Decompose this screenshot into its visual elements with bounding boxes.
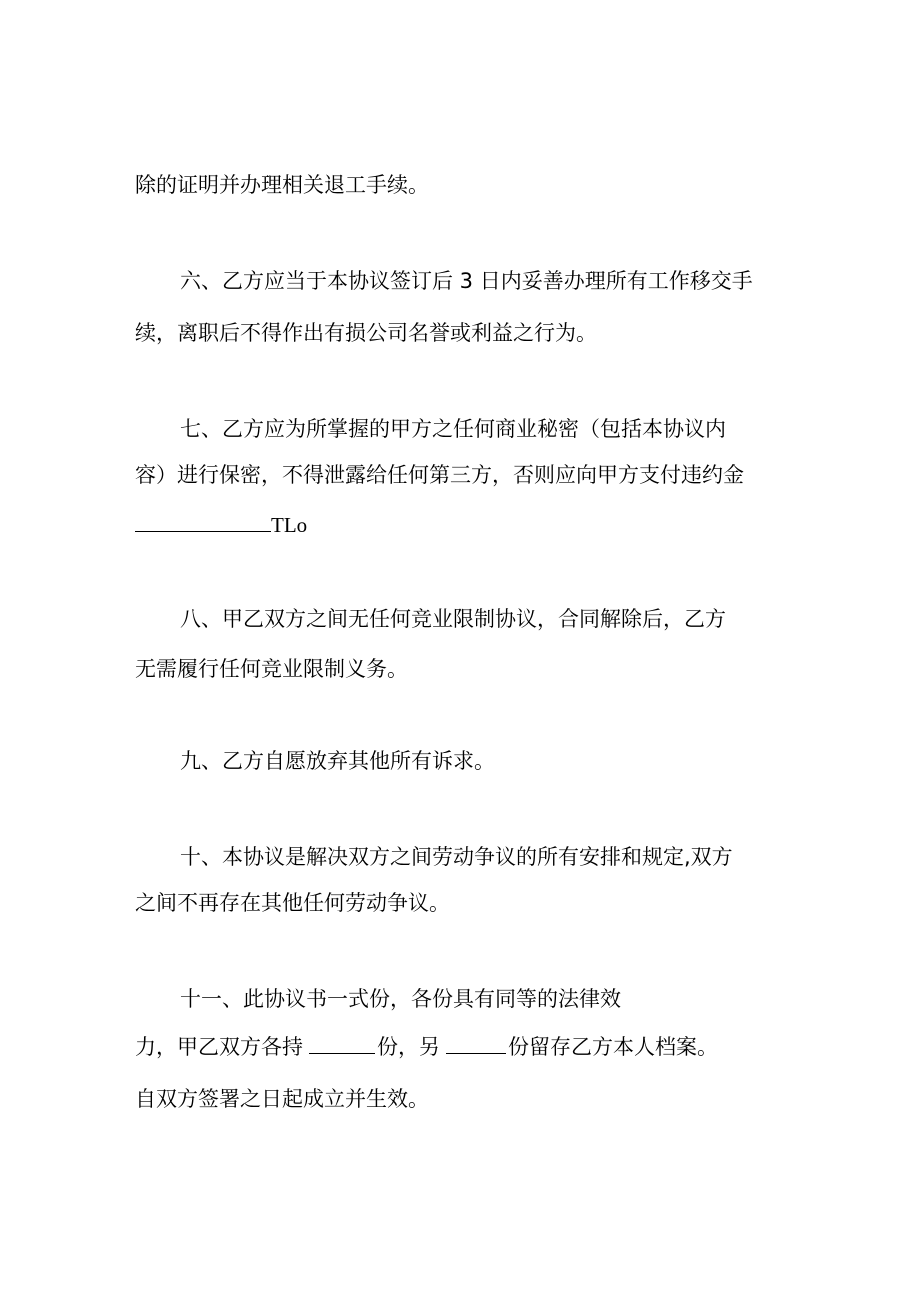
copies-text-a: 力，甲乙双方各持 — [135, 1035, 303, 1059]
clause-8-line-2: 无需履行任何竞业限制义务。 — [135, 657, 408, 681]
clause-7-line-2: 容）进行保密，不得泄露给任何第三方，否则应向甲方支付违约金 — [135, 463, 744, 487]
clause-6-line-1: 六、乙方应当于本协议签订后 3 日内妥善办理所有工作移交手 — [180, 269, 753, 293]
clause-5-continuation: 除的证明并办理相关退工手续。 — [135, 173, 429, 197]
clause-8-line-1: 八、甲乙双方之间无任何竞业限制协议，合同解除后，乙方 — [180, 607, 726, 631]
clause-11-line-1: 十一、此协议书一式份，各份具有同等的法律效 — [180, 987, 621, 1011]
clause-11-line-2 — [135, 1032, 718, 1062]
clause-10-line-2: 之间不再存在其他任何劳动争议。 — [135, 891, 450, 915]
copies-archive-blank — [446, 1033, 506, 1054]
penalty-amount-blank — [135, 511, 271, 532]
copies-text-c: 份留存乙方本人档案。 — [508, 1035, 718, 1059]
copies-each-blank — [309, 1033, 375, 1054]
clause-9-line-1: 九、乙方自愿放弃其他所有诉求。 — [180, 749, 495, 773]
clause-7-line-1: 七、乙方应为所掌握的甲方之任何商业秘密（包括本协议内 — [180, 417, 726, 441]
clause-6-line-2: 续，离职后不得作出有损公司名誉或利益之行为。 — [135, 321, 597, 345]
penalty-suffix-text: TLo — [271, 513, 308, 537]
copies-text-b: 份，另 — [377, 1035, 440, 1059]
clause-7-line-3 — [135, 510, 307, 540]
clause-10-line-1: 十、本协议是解决双方之间劳动争议的所有安排和规定,双方 — [180, 845, 733, 869]
effective-clause-line: 自双方签署之日起成立并生效。 — [135, 1087, 429, 1111]
